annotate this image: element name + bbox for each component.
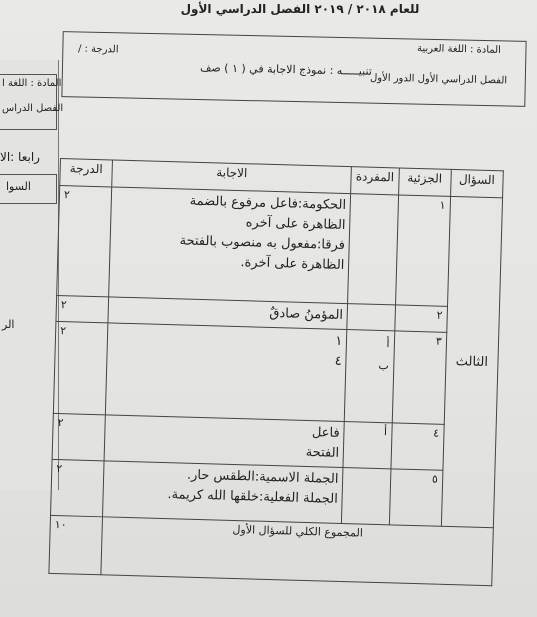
header-part: الجزئية [398,168,451,196]
header-item: المفردة [351,167,399,195]
answer-line: الظاهرة على آخره [245,215,346,233]
row-item [342,468,391,525]
answer-line: فاعل [311,425,340,441]
answer-line: ٤ [334,353,342,369]
total-label: المجموع الكلي للسؤال الأول [101,517,493,586]
table-row [53,321,498,425]
row-part: ٣ [392,331,447,424]
answer-line: الفتحة [305,444,340,461]
row-part: ٥ [389,469,443,526]
row-part: ٤ [390,423,443,470]
question-label: الثالث [441,196,502,527]
row-grade: ٢ [52,413,105,460]
row-item [347,304,395,331]
subject-label: المادة : اللغة العربية [416,43,502,56]
left-section: رابعا :الا [0,150,40,164]
row-part: ٢ [394,305,447,332]
answer-line: الجملة الاسمية:الطقس حار. [186,467,339,487]
left-term: الفصل الدراس [2,103,64,114]
answer-line: ١ [335,333,343,349]
left-col-label: السوا [6,180,31,193]
answer-line: الجملة الفعلية:خلقها الله كريمة. [167,487,339,507]
row-grade: ٢ [53,321,108,414]
table-total-row [49,515,493,585]
row-grade: ٢ [56,295,109,322]
answer-line: الظاهرة على آخرة. [240,255,345,273]
grade-label: الدرجة : / [77,43,119,56]
row-grade: ٢ [51,459,105,516]
answer-line: المؤمنُ صادقٌ [269,305,344,323]
left-letter: الر [2,318,15,331]
note-label: تنبيـــــه : نموذج الاجابة في ( ١ ) صف [199,61,373,78]
total-value: ١٠ [49,515,103,574]
table-row [57,186,503,308]
term-label: الفصل الدراسي الأول الدور الأول [369,72,508,87]
header-grade: الدرجة [60,159,113,187]
answer-line: فرقا:مفعول به منصوب بالفتحة [179,233,346,253]
row-answer [103,461,344,524]
year-title: للعام ٢٠١٨ / ٢٠١٩ الفصل الدراسي الأول [180,2,420,16]
header-answer: الاجابة [112,160,352,194]
row-item [348,194,398,305]
header-question: السؤال [450,169,503,197]
left-subject: المادة : اللغة ا [2,78,62,89]
row-part: ١ [395,195,450,306]
row-item: أ [343,422,392,469]
row-item: أ ب [345,330,395,423]
row-grade: ٢ [57,186,112,297]
answer-line: الحكومة:فاعل مرفوع بالضمة [189,193,347,214]
row-answer [104,415,344,468]
answer-table-wrap [48,158,520,611]
answer-table [48,158,503,586]
row-answer [105,323,347,422]
row-answer [109,187,351,304]
